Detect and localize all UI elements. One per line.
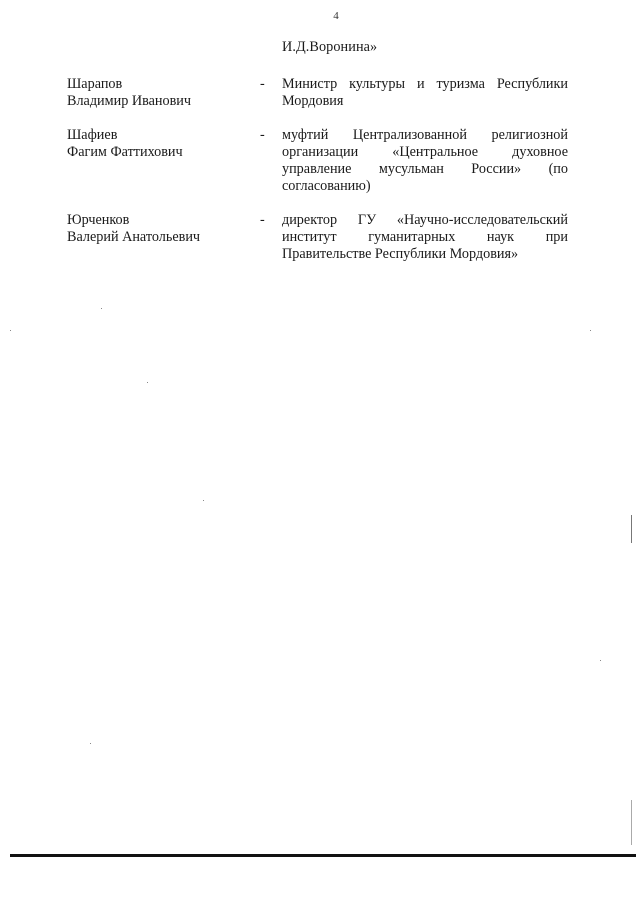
scan-speck xyxy=(203,500,204,501)
member-role xyxy=(282,212,568,263)
member-role xyxy=(282,127,568,195)
scan-speck xyxy=(10,330,11,331)
role-line: институт гуманитарных наук при xyxy=(282,229,568,245)
scan-edge-mark xyxy=(631,800,632,845)
role-line: Мордовия xyxy=(282,93,344,109)
role-line: управление мусульман России» (по xyxy=(282,161,568,177)
scan-speck xyxy=(101,308,102,309)
member-name xyxy=(67,212,200,246)
member-given-names: Валерий Анатольевич xyxy=(67,229,201,245)
separator-dash: - xyxy=(260,127,265,143)
separator-dash: - xyxy=(260,76,265,92)
member-role xyxy=(282,76,568,110)
role-line: Министр культуры и туризма Республики xyxy=(282,76,568,92)
member-surname: Юрченков xyxy=(67,212,130,228)
member-surname: Шафиев xyxy=(67,127,118,143)
scan-speck xyxy=(590,330,591,331)
scan-speck xyxy=(90,743,91,744)
bottom-rule xyxy=(10,854,636,857)
member-given-names: Фагим Фаттихович xyxy=(67,144,183,160)
member-name xyxy=(67,127,183,161)
role-line: муфтий Централизованной религиозной xyxy=(282,127,568,143)
member-given-names: Владимир Иванович xyxy=(67,93,192,109)
continuation-text: И.Д.Воронина» xyxy=(282,39,378,55)
separator-dash: - xyxy=(260,212,265,228)
member-name xyxy=(67,76,191,110)
role-line: организации «Центральное духовное xyxy=(282,144,568,160)
role-line: согласованию) xyxy=(282,178,371,194)
member-surname: Шарапов xyxy=(67,76,123,92)
scan-speck xyxy=(600,660,601,661)
scan-speck xyxy=(147,382,148,383)
role-line: Правительстве Республики Мордовия» xyxy=(282,246,519,262)
page-number: 4 xyxy=(333,10,339,22)
scan-edge-mark xyxy=(631,515,632,543)
role-line: директор ГУ «Научно-исследовательский xyxy=(282,212,568,228)
